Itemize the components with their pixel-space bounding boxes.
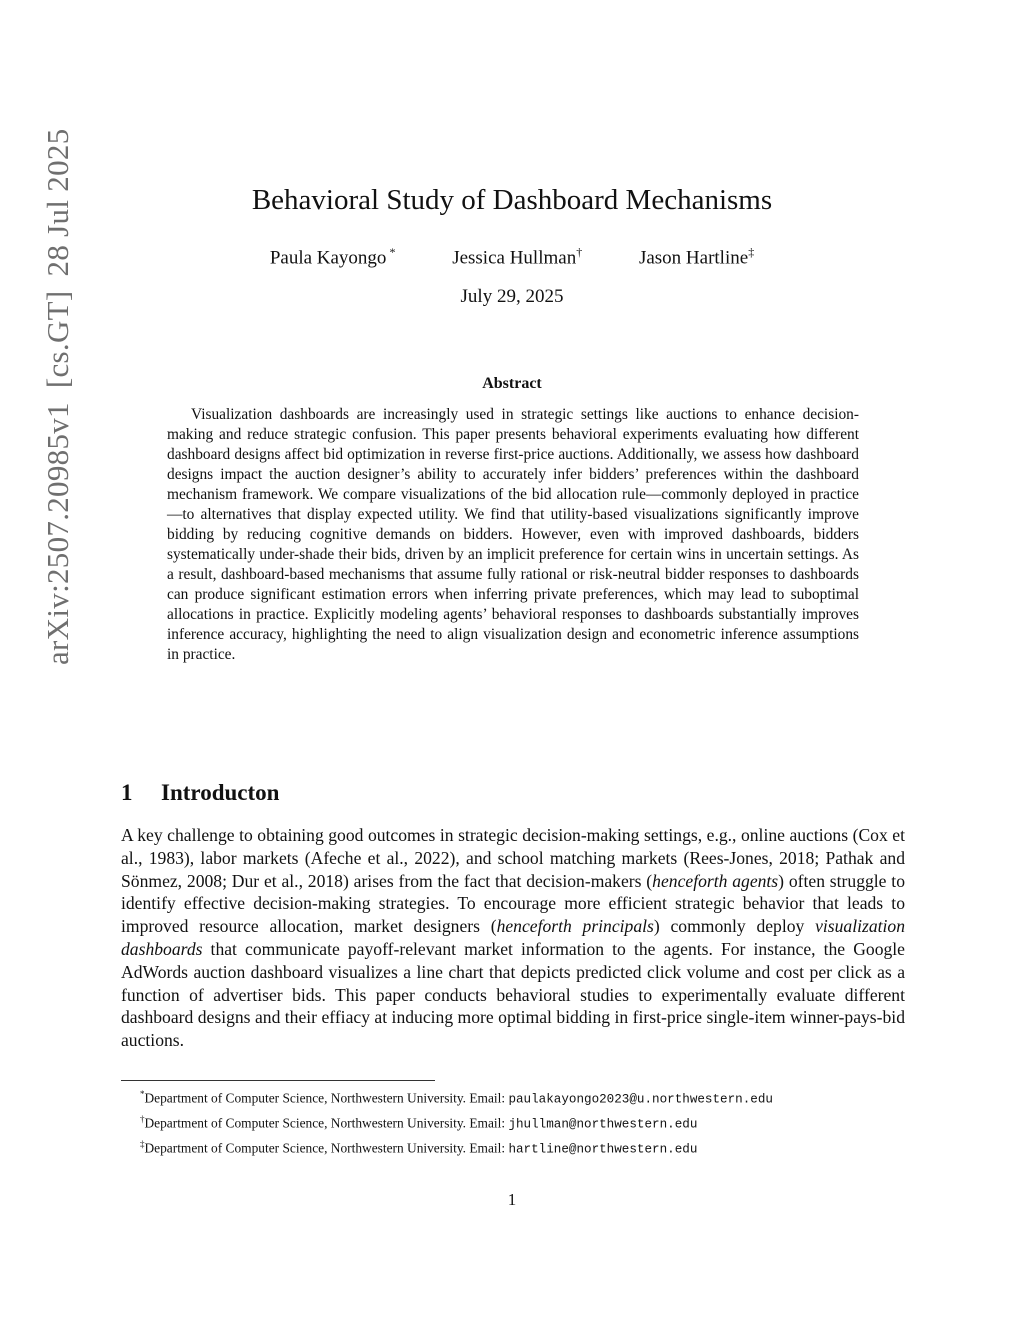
footnote-email: hartline@northwestern.edu — [508, 1142, 698, 1157]
intro-text: ) often struggle to identify effective decision-making strategies. To encourage more efficient strategic behavior that leads to improved resource allocation, market designers ( — [121, 870, 905, 937]
author-mark: * — [386, 245, 396, 259]
paper-date: July 29, 2025 — [460, 286, 564, 307]
footnote-text: Department of Computer Science, Northwestern University. Email: — [144, 1140, 509, 1156]
arxiv-date: 28 Jul 2025 — [40, 128, 75, 277]
author-name: Paula Kayongo — [269, 247, 387, 269]
intro-emphasis: henceforth agents — [652, 870, 779, 891]
author-name: Jason Hartline — [638, 247, 749, 269]
footnote-text: Department of Computer Science, Northwestern University. Email: — [144, 1115, 509, 1131]
author — [270, 245, 396, 269]
footnote-rule — [121, 1080, 435, 1081]
arxiv-id: arXiv:2507.20985v1 — [40, 402, 75, 665]
abstract-text: Visualization dashboards are increasingly used in strategic settings like auctions to enhance decision-making and reduce strategic confusion. This paper presents behavioral experiments evaluating how different dashboard designs affect bid optimization in reverse first-price auctions. Additionally, we assess how dashboard designs impact the auction designer’s ability to accurately infer bidders’ preferences within the dashboard mechanism framework. We compare visualizations of the bid allocation rule—commonly deployed in practice—to alternatives that display expected utility. We find that utility-based visualizations significantly improve bidding by reducing cognitive demands on bidders. However, even with improved dashboards, bidders systematically under-shade their bids, driven by an implicit preference for certain wins in uncertain settings. As a result, dashboard-based mechanisms that assume fully rational or risk-neutral bidder responses to dashboards can produce significant estimation errors when inferring private preferences, which may lead to suboptimal allocations in practice. Explicitly modeling agents’ behavioral responses to dashboards substantially improves inference accuracy, highlighting the need to align visualization design and econometric inference assumptions in practice. — [167, 406, 859, 663]
footnotes — [140, 1085, 920, 1160]
author — [452, 245, 582, 269]
intro-emphasis: henceforth principals — [496, 916, 654, 937]
arxiv-category: [cs.GT] — [40, 290, 75, 389]
footnote-email: jhullman@northwestern.edu — [508, 1117, 698, 1132]
footnote — [140, 1135, 920, 1160]
author-mark: † — [576, 245, 583, 259]
author — [639, 245, 754, 269]
footnote-mark: ‡ — [140, 1138, 145, 1149]
author-list — [0, 245, 1024, 269]
intro-text: that communicate payoff-relevant market information to the agents. For instance, the Google AdWords auction dashboard visualizes a line chart that depicts predicted click volume and cost per click as a function of advertiser bids. This paper conducts behavioral studies to experimentally evaluate different dashboard designs and their effiacy at inducing more optimal bidding in first-price single-item winner-pays-bid auctions. — [121, 938, 905, 1051]
intro-emphasis: visualization dashboards — [121, 916, 905, 959]
paper-title: Behavioral Study of Dashboard Mechanisms — [251, 184, 773, 216]
section-number: 1 — [121, 780, 133, 805]
section-title: Introducton — [161, 780, 280, 805]
intro-text: ) commonly deploy — [653, 916, 816, 937]
author-mark: ‡ — [748, 245, 755, 259]
intro-paragraph — [121, 824, 905, 1052]
footnote-mark: † — [140, 1113, 145, 1124]
abstract-heading: Abstract — [482, 375, 542, 392]
footnote-text: Department of Computer Science, Northwestern University. Email: — [144, 1090, 509, 1106]
section-heading — [121, 780, 279, 806]
page-number: 1 — [507, 1190, 517, 1209]
footnote — [140, 1110, 920, 1135]
intro-text: A key challenge to obtaining good outcomes in strategic decision-making settings, e.g., online auctions (Cox et al., 1983), labor markets (Afeche et al., 2022), and school matching markets (Rees-Jones, 2018; Pathak and Sönmez, 2008; Dur et al., 2018) arises from the fact that decision-makers ( — [121, 825, 905, 891]
footnote-email: paulakayongo2023@u.northwestern.edu — [508, 1092, 773, 1107]
footnote-mark: * — [140, 1089, 145, 1099]
author-name: Jessica Hullman — [452, 247, 577, 269]
footnote — [140, 1085, 920, 1110]
